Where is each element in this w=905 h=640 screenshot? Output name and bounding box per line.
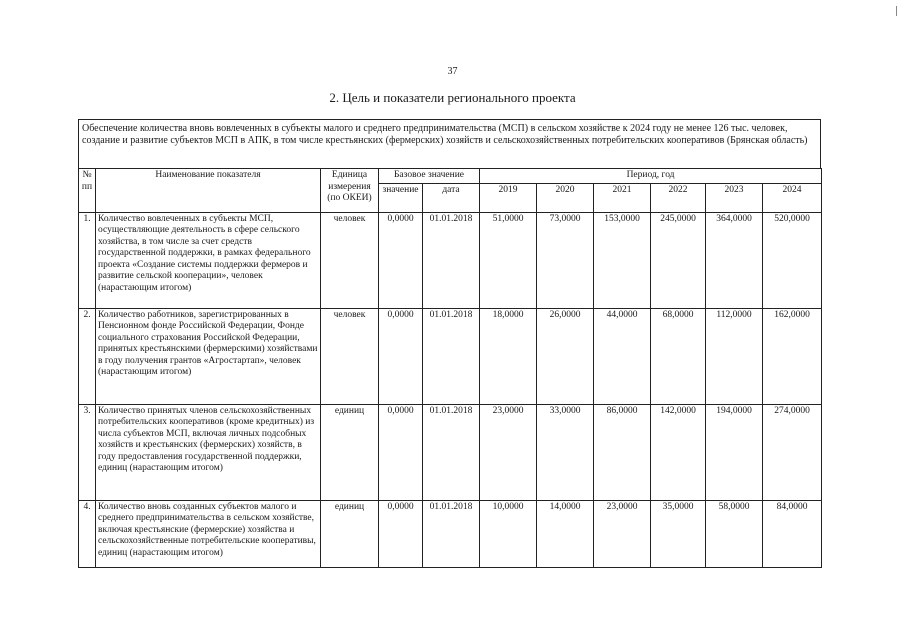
year-value: 14,0000 xyxy=(537,500,594,567)
header-unit: Единица измерения (по ОКЕИ) xyxy=(321,169,379,213)
row-num: 2. xyxy=(79,308,96,404)
base-value: 0,0000 xyxy=(379,212,423,308)
year-value: 112,0000 xyxy=(706,308,763,404)
indicator-name: Количество вновь созданных субъектов малого и среднего предпринимательства в сельском хозяйстве, включая крестьянские (фермерские) хозяйства и сельскохозяйственные потребительские кооперативы, единиц (нарастающим итогом) xyxy=(96,500,321,567)
indicators-table xyxy=(78,168,822,568)
year-value: 44,0000 xyxy=(594,308,651,404)
header-base-value: значение xyxy=(379,183,423,212)
scan-edge-mark xyxy=(896,6,897,16)
year-value: 26,0000 xyxy=(537,308,594,404)
base-value: 0,0000 xyxy=(379,404,423,500)
table-header-row xyxy=(79,169,822,184)
header-year: 2020 xyxy=(537,183,594,212)
header-year: 2022 xyxy=(651,183,706,212)
header-year: 2024 xyxy=(763,183,822,212)
year-value: 245,0000 xyxy=(651,212,706,308)
year-value: 142,0000 xyxy=(651,404,706,500)
base-value: 0,0000 xyxy=(379,308,423,404)
base-date: 01.01.2018 xyxy=(423,500,480,567)
indicator-unit: единиц xyxy=(321,404,379,500)
table-row xyxy=(79,212,822,308)
header-year: 2019 xyxy=(480,183,537,212)
year-value: 18,0000 xyxy=(480,308,537,404)
header-base-date: дата xyxy=(423,183,480,212)
base-value: 0,0000 xyxy=(379,500,423,567)
year-value: 162,0000 xyxy=(763,308,822,404)
table-row xyxy=(79,308,822,404)
indicator-name: Количество принятых членов сельскохозяйственных потребительских кооперативов (кроме кредитных) из числа субъектов МСП, включая личных подсобных хозяйств и крестьянских (фермерских) хозяйств, в году предоставления государственной поддержки, единиц (нарастающим итогом) xyxy=(96,404,321,500)
year-value: 364,0000 xyxy=(706,212,763,308)
section-title: 2. Цель и показатели регионального проекта xyxy=(329,90,576,105)
base-date: 01.01.2018 xyxy=(423,404,480,500)
indicator-unit: единиц xyxy=(321,500,379,567)
year-value: 68,0000 xyxy=(651,308,706,404)
table-row xyxy=(79,404,822,500)
year-value: 51,0000 xyxy=(480,212,537,308)
year-value: 84,0000 xyxy=(763,500,822,567)
row-num: 3. xyxy=(79,404,96,500)
header-year: 2021 xyxy=(594,183,651,212)
year-value: 194,0000 xyxy=(706,404,763,500)
header-year: 2023 xyxy=(706,183,763,212)
indicator-name: Количество вовлеченных в субъекты МСП, осуществляющие деятельность в сфере сельского хозяйства, в том числе за счет средств государственной поддержки, в рамках федерального проекта «Создание системы поддержки фермеров и развитие сельской кооперации», человек (нарастающим итогом) xyxy=(96,212,321,308)
year-value: 73,0000 xyxy=(537,212,594,308)
base-date: 01.01.2018 xyxy=(423,308,480,404)
year-value: 33,0000 xyxy=(537,404,594,500)
year-value: 23,0000 xyxy=(594,500,651,567)
page-number: 37 xyxy=(447,66,458,77)
year-value: 274,0000 xyxy=(763,404,822,500)
row-num: 4. xyxy=(79,500,96,567)
header-period: Период, год xyxy=(480,169,822,184)
year-value: 86,0000 xyxy=(594,404,651,500)
year-value: 520,0000 xyxy=(763,212,822,308)
indicator-name: Количество работников, зарегистрированных в Пенсионном фонде Российской Федерации, Фонде социального страхования Российской Федерации, принятых крестьянскими (фермерскими) хозяйствами в году получения грантов «Агростартап», человек (нарастающим итогом) xyxy=(96,308,321,404)
indicator-unit: человек xyxy=(321,212,379,308)
goal-statement: Обеспечение количества вновь вовлеченных в субъекты малого и среднего предпринимательства (МСП) в сельском хозяйстве к 2024 году не менее 126 тыс. человек, создание и развитие субъектов МСП в АПК, в том числе крестьянских (фермерских) хозяйств и сельскохозяйственных потребительских кооперативов (Брянская область) xyxy=(78,119,821,169)
table-row xyxy=(79,500,822,567)
header-name: Наименование показателя xyxy=(96,169,321,213)
base-date: 01.01.2018 xyxy=(423,212,480,308)
year-value: 35,0000 xyxy=(651,500,706,567)
indicator-unit: человек xyxy=(321,308,379,404)
header-base: Базовое значение xyxy=(379,169,480,184)
year-value: 58,0000 xyxy=(706,500,763,567)
header-num: № пп xyxy=(79,169,96,213)
year-value: 23,0000 xyxy=(480,404,537,500)
year-value: 153,0000 xyxy=(594,212,651,308)
row-num: 1. xyxy=(79,212,96,308)
year-value: 10,0000 xyxy=(480,500,537,567)
